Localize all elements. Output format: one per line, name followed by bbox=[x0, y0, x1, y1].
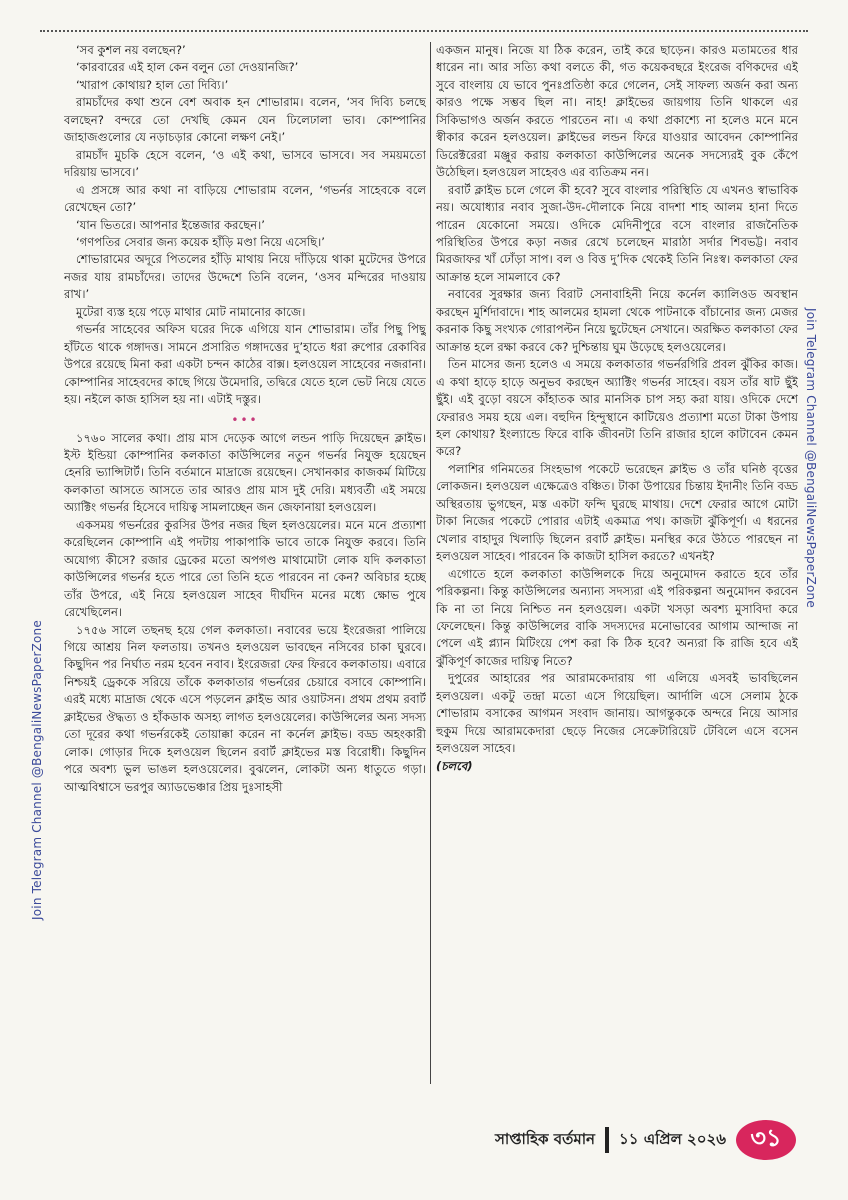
telegram-side-note-right: Join Telegram Channel @BengaliNewsPaperZone bbox=[804, 308, 818, 608]
paragraph: শোভারামের অদূরে পিতলের হাঁড়ি মাথায় নিয়ে দাঁড়িয়ে থাকা মুটেদের উপরে নজর যায় রামচাঁদের। তাদের উদ্দেশে তিনি বলেন, ‘ওসব মন্দিরের দাওয়ায় রাখ।’ bbox=[64, 252, 426, 302]
paragraph: নবাবের সুরক্ষার জন্য বিরাট সেনাবাহিনী নিয়ে কর্নেল ক্যালিওড অবস্থান করছেন মুর্শিদাবাদে। শাহ আলমের হামলা থেকে পাটনাকে বাঁচানোর জন্য মেজর করনাক কিছু সংখ্যক গোরাপল্টন নিয়ে ছুটেছেন সেখানে। অরক্ষিত কলকাতা ফের আক্রান্ত হলে রক্ষা করবে কে? দুশ্চিন্তায় ঘুম উড়েছে হলওয়েলের। bbox=[436, 287, 798, 354]
paragraph: ‘সব কুশল নয় বলছেন?’ bbox=[76, 43, 186, 57]
top-dotted-rule bbox=[40, 30, 808, 32]
page-footer bbox=[495, 1118, 796, 1162]
paragraph: একজন মানুষ। নিজে যা ঠিক করেন, তাই করে ছাড়েন। কারও মতামতের ধার ধারেন না। আর সত্যি কথা বলতে কী, গত কয়েকবছরে ইংরেজ বণিকদের এই সুবে বাংলায় যে ভাবে পুনঃপ্রতিষ্ঠা করে গেলেন, সেই সাফল্য অর্জন করা অন্য কারও পক্ষে সম্ভব ছিল না। নাহ! ক্লাইভের জায়গায় তিনি থাকলে এর সিকিভাগও অর্জন করতে পারতেন না। এ কথা প্রকাশ্যে না হলেও মনে মনে স্বীকার করেন হলওয়েল। ক্লাইভের লন্ডন ফিরে যাওয়ার আবেদন কোম্পানির ডিরেক্টরেরা মঞ্জুর করায় কলকাতা কাউন্সিলের অনেক সদস্যেরই বুক কেঁপে উঠেছিল। হলওয়েল সাহেবও এর ব্যতিক্রম নন। bbox=[436, 43, 798, 180]
paragraph: তিন মাসের জন্য হলেও এ সময়ে কলকাতার গভর্নরগিরি প্রবল ঝুঁকির কাজ। এ কথা হাড়ে হাড়ে অনুভব করছেন অ্যাক্টিং গভর্নর সাহেব। বয়স তাঁর ষাট ছুঁই ছুঁই। এই বুড়ো বয়সে কাঁহাতক আর মানসিক চাপ সহ্য করা যায়। ওদিকে দেশে ফেরারও সময় হয়ে এল। বহুদিন হিন্দুস্থানে কাটিয়েও প্রত্যাশা মতো টাকা উপায় হল কোথায়? ইংল্যান্ডে ফিরে বাকি জীবনটা তিনি রাজার হালে কাটাবেন কেমন করে? bbox=[436, 357, 798, 459]
paragraph: ১৭৫৬ সালে তছনছ হয়ে গেল কলকাতা। নবাবের ভয়ে ইংরেজরা পালিয়ে গিয়ে আশ্রয় নিল ফলতায়। তখনও হলওয়েল ভাবছেন নসিবের চাকা ঘুরবে। কিছুদিন পর নির্ঘাত নরম হবেন নবাব। ইংরেজরা ফের ফিরবে কলকাতায়। এবারে নিশ্চয়ই ড্রেককে সরিয়ে তাঁকে কলকাতার গভর্নরের চেয়ারে বসাবে কোম্পানি। এরই মধ্যে মাদ্রাজ থেকে এসে পড়লেন ক্লাইভ আর ওয়াটসন। প্রথম প্রথম রবার্ট ক্লাইভের ঔদ্ধত্য ও হাঁকডাক অসহ্য লাগত হলওয়েলের। কাউন্সিলের অন্য সদস্য তো দূরের কথা গভর্নরকেই তোয়াক্কা করেন না কর্নেল ক্লাইভ। বড্ড অহংকারী লোক। গোড়ার দিকে হলওয়েল ছিলেন রবার্ট ক্লাইভের মস্ত বিরোধী। কিছুদিন পরে অবশ্য ভুল ভাঙল হলওয়েলের। বুঝলেন, লোকটা অন্য ধাতুতে গড়া। আত্মবিশ্বাসে ভরপুর অ্যাডভেঞ্চার প্রিয় দুঃসাহসী bbox=[64, 622, 426, 794]
paragraph: রবার্ট ক্লাইভ চলে গেলে কী হবে? সুবে বাংলার পরিস্থিতি যে এখনও স্বাভাবিক নয়। অযোধ্যার নবাব সুজা-উদ-দৌলাকে নিয়ে বাদশা শাহ আলম হানা দিতে পারেন যেকোনো সময়ে। ওদিকে মেদিনীপুরে বসে বাংলার রাজনৈতিক পরিস্থিতির উপরে কড়া নজর রেখে চলেছেন মারাঠা সর্দার শিবভট্ট। নবাব মিরজাফর খাঁ ঢোঁড়া সাপ। বল ও বিত্ত দু’দিক থেকেই তিনি নিঃস্ব। কলকাতা ফের আক্রান্ত হলে সামলাবে কে? bbox=[436, 182, 798, 284]
paragraph: দুপুরের আহারের পর আরামকেদারায় গা এলিয়ে এসবই ভাবছিলেন হলওয়েল। একটু তন্দ্রা মতো এসে গিয়েছিল। আর্দালি এসে সেলাম ঠুকে শোভারাম বসাকের আগমন সংবাদ জানায়। আগন্তুককে অন্দরে নিয়ে আসার হুকুম দিয়ে আরামকেদারা ছেড়ে নিজের সেক্রেটারিয়েট টেবিলে এসে বসেন হলওয়েল সাহেব। bbox=[436, 671, 798, 756]
paragraph: এগোতে হলে কলকাতা কাউন্সিলকে দিয়ে অনুমোদন করাতে হবে তাঁর পরিকল্পনা। কিন্তু কাউন্সিলের অন্যান্য সদস্যরা এই পরিকল্পনা অনুমোদন করবেন কি না তা নিয়ে নিশ্চিত নন হলওয়েল। একটা খসড়া অবশ্য মুসাবিদা করে ফেলেছেন। কিন্তু কাউন্সিলের বাকি সদস্যদের মনোভাবের আগাম আন্দাজ না পেলে এই প্ল্যান মিটিংয়ে পেশ করা কি ঠিক হবে? অন্যরা কি রাজি হবে এই ঝুঁকিপূর্ণ কাজের দায়িত্ব নিতে? bbox=[436, 566, 798, 668]
paragraph: এ প্রসঙ্গে আর কথা না বাড়িয়ে শোভারাম বলেন, ‘গভর্নর সাহেবকে বলে রেখেছেন তো?’ bbox=[64, 182, 426, 215]
paragraph: ‘গণপতির সেবার জন্য কয়েক হাঁড়ি মণ্ডা নিয়ে এসেছি।’ bbox=[76, 234, 325, 249]
paragraph: ‘যান ভিতরে। আপনার ইন্তেজার করছেন।’ bbox=[76, 217, 265, 232]
paragraph: ‘কারবারের এই হাল কেন বলুন তো দেওয়ানজি?’ bbox=[76, 60, 299, 75]
section-break-ornament: ••• bbox=[231, 412, 259, 427]
continued-label: (চলবে) bbox=[436, 758, 473, 773]
paragraph: রামচাঁদের কথা শুনে বেশ অবাক হন শোভারাম। বলেন, ‘সব দিব্যি চলছে বলছেন? বন্দরে তো দেখছি কেমন যেন ঢিলেঢালা ভাব। কোম্পানির জাহাজগুলোর যে নড়াচড়ার কোনো লক্ষণ নেই।’ bbox=[64, 95, 426, 145]
footer-separator bbox=[605, 1127, 609, 1153]
page-number-badge: ৩১ bbox=[736, 1120, 796, 1160]
issue-date: ১১ এপ্রিল ২০২৬ bbox=[619, 1129, 726, 1148]
paragraph: মুটেরা ব্যস্ত হয়ে পড়ে মাথার মোট নামানোর কাজে। bbox=[76, 304, 306, 319]
paragraph: পলাশির গনিমতের সিংহভাগ পকেটে ভরেছেন ক্লাইভ ও তাঁর ঘনিষ্ঠ বৃত্তের লোকজন। হলওয়েল এক্ষেত্রেও বঞ্চিত। টাকা উপায়ের চিন্তায় ইদানীং তিনি বড্ড অস্থিরতায় ভুগছেন, মস্ত একটা ফন্দি ঘুরছে মাথায়। দেশে ফেরার আগে মোটা টাকা নিজের পকেটে পোরার এটাই একমাত্র পথ। কাজটা ঝুঁকিপূর্ণ। এ ধরনের খেলার বাহাদুর খিলাড়ি ছিলেন রবার্ট ক্লাইভ। মনস্থির করে উঠতে পারছেন না হলওয়েল সাহেব। পারবেন কি কাজটা হাসিল করতে? এখনই? bbox=[436, 461, 798, 564]
paragraph: ১৭৬০ সালের কথা। প্রায় মাস দেড়েক আগে লন্ডন পাড়ি দিয়েছেন ক্লাইভ। ইস্ট ইন্ডিয়া কোম্পানির কলকাতা কাউন্সিলের নতুন গভর্নর নিযুক্ত হয়েছেন হেনরি ভ্যান্সিটার্ট। তিনি বর্তমানে মাদ্রাজে রয়েছেন। সেখানকার কাজকর্ম মিটিয়ে কলকাতা আসতে আসতে তার আরও প্রায় মাস দুই দেরি। মধ্যবর্তী এই সময়ে অ্যাক্টিং গভর্নর হিসেবে দায়িত্ব সামলাচ্ছেন জন জেফানায়া হলওয়েল। bbox=[64, 430, 426, 515]
paragraph: একসময় গভর্নরের কুরসির উপর নজর ছিল হলওয়েলের। মনে মনে প্রত্যাশা করেছিলেন কোম্পানি এই পদটায় পাকাপাকি ভাবে তাকে নিযুক্ত করবে। তিনি অযোগ্য কীসে? রজার ড্রেকের মতো অপগণ্ড মাথামোটা লোক যদি কলকাতা কাউন্সিলের গভর্নর হতে পারে তো তিনি হতে পারবেন না কেন? অবিচার হচ্ছে তাঁর উপরে, এই নিয়ে হলওয়েল সাহেব দীর্ঘদিন মনের মধ্যে ক্ষোভ পুষে রেখেছিলেন। bbox=[64, 517, 426, 620]
magazine-name: সাপ্তাহিক বর্তমান bbox=[494, 1129, 595, 1148]
right-column bbox=[436, 42, 798, 1096]
telegram-side-note-left: Join Telegram Channel @BengaliNewsPaperZone bbox=[30, 620, 44, 920]
column-divider bbox=[430, 42, 431, 1084]
paragraph: রামচাঁদ মুচকি হেসে বলেন, ‘ও এই কথা, ভাসবে ভাসবে। সব সময়মতো দরিয়ায় ভাসবে।’ bbox=[64, 147, 426, 180]
left-column bbox=[64, 42, 426, 1090]
paragraph: ‘খারাপ কোথায়? হাল তো দিব্যি।’ bbox=[76, 77, 229, 92]
paragraph: গভর্নর সাহেবের অফিস ঘরের দিকে এগিয়ে যান শোভারাম। তাঁর পিছু পিছু হাঁটতে থাকে গঙ্গাদত্ত। সামনে প্রসারিত গঙ্গাদত্তের দু’হাতে ধরা রুপোর রেকাবির উপরে রয়েছে মিনা করা একটা চন্দন কাঠের বাক্স। হলওয়েল সাহেবের নজরানা। কোম্পানির সাহেবদের কাছে গিয়ে উমেদারি, তদ্বিরে যেতে হলে ভেট নিয়ে যেতে হয়। নইলে কাজ হাসিল হয় না। এটাই দস্তুর। bbox=[64, 322, 426, 407]
